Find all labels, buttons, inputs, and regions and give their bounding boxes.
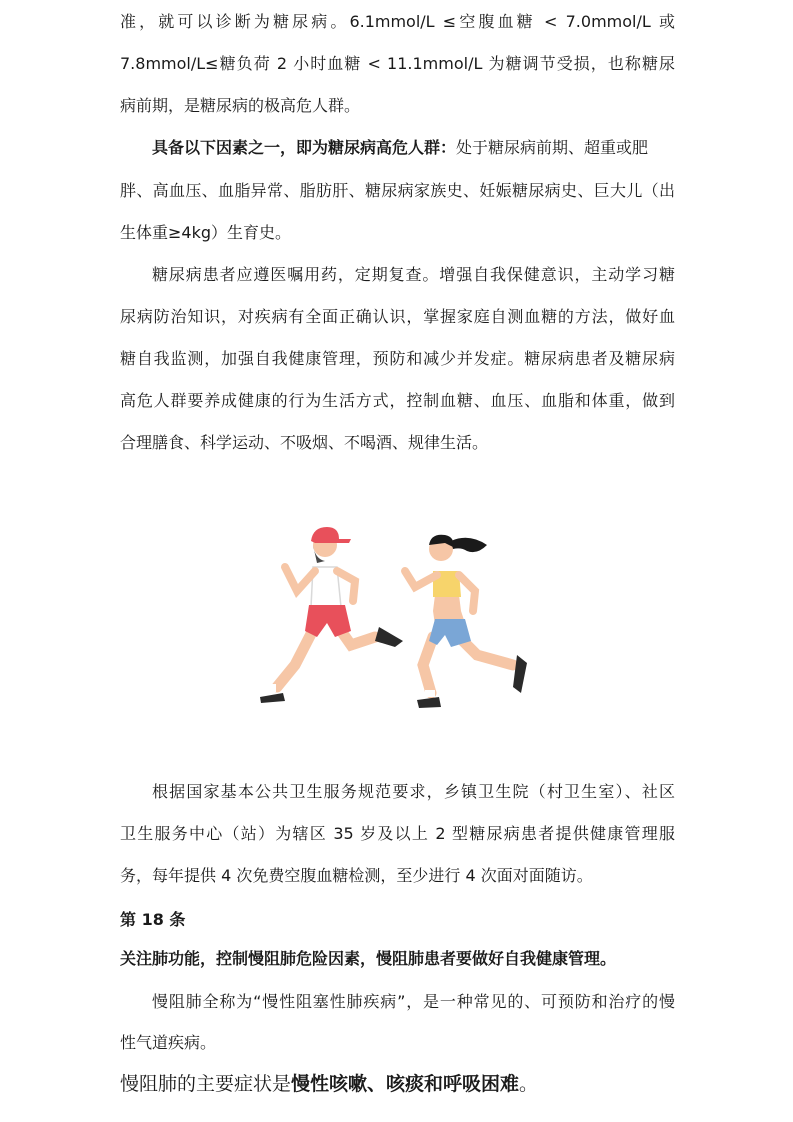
leg [423, 637, 433, 693]
male-runner [260, 527, 403, 703]
text-line: 慢阻肺全称为“慢性阻塞性肺疾病”，是一种常见的、可预防和治疗的慢 [152, 992, 675, 1011]
text-line: 根据国家基本公共卫生服务规范要求，乡镇卫生院（村卫生室）、社区 [152, 782, 675, 801]
emphasis-text: 慢性咳嗽、咳痰和呼吸困难 [291, 1073, 520, 1095]
text-line: 高危人群要养成健康的行为生活方式，控制血糖、血压、血脂和体重，做到 [120, 391, 675, 410]
text-line: 性气道疾病。 [120, 1033, 217, 1052]
text-line: 务，每年提供 4 次免费空腹血糖检测，至少进行 4 次面对面随访。 [120, 866, 593, 885]
text-line: 合理膳食、科学运动、不吸烟、不喝酒、规律生活。 [120, 433, 489, 452]
shorts [305, 605, 351, 637]
text-line: 胖、高血压、血脂异常、脂肪肝、糖尿病家族史、妊娠糖尿病史、巨大儿（出 [120, 181, 675, 200]
running-couple-illustration [255, 515, 540, 715]
shoe [260, 693, 285, 703]
shorts [429, 619, 471, 647]
sock [425, 690, 435, 697]
text-line: 尿病防治知识，对疾病有全面正确认识，掌握家庭自测血糖的方法，做好血 [120, 307, 675, 326]
arm [459, 575, 475, 611]
sock [267, 684, 276, 692]
arm [405, 571, 437, 587]
text-line: 准，就可以诊断为糖尿病。6.1mmol/L ≤空腹血糖 < 7.0mmol/L 或 [120, 12, 675, 31]
text-line: 卫生服务中心（站）为辖区 35 岁及以上 2 型糖尿病患者提供健康管理服 [120, 824, 675, 843]
text-span: 处于糖尿病前期、超重或肥 [456, 138, 649, 157]
text-line: 病前期，是糖尿病的极高危人群。 [120, 96, 361, 115]
text-line [120, 1071, 675, 1097]
text-line: 7.8mmol/L≤糖负荷 2 小时血糖 < 11.1mmol/L 为糖调节受损，也称糖尿 [120, 54, 675, 73]
text-span: 慢阻肺的主要症状是 [120, 1073, 292, 1095]
text-line [152, 137, 675, 159]
leg [277, 630, 313, 687]
shoe [375, 627, 403, 647]
article-title: 关注肺功能，控制慢阻肺危险因素，慢阻肺患者要做好自我健康管理。 [120, 949, 617, 968]
shoe [417, 697, 441, 708]
text-span: 。 [519, 1073, 539, 1095]
cap [311, 527, 351, 543]
arm [285, 567, 315, 591]
article-number: 第 18 条 [120, 910, 186, 929]
text-line: 生体重≥4kg）生育史。 [120, 223, 292, 242]
text-line: 糖尿病患者应遵医嘱用药，定期复查。增强自我保健意识，主动学习糖 [152, 265, 675, 284]
text-line: 糖自我监测，加强自我健康管理，预防和减少并发症。糖尿病患者及糖尿病 [120, 349, 675, 368]
emphasis-text: 具备以下因素之一，即为糖尿病高危人群： [152, 138, 457, 157]
female-runner [405, 535, 527, 708]
ponytail [451, 538, 487, 552]
